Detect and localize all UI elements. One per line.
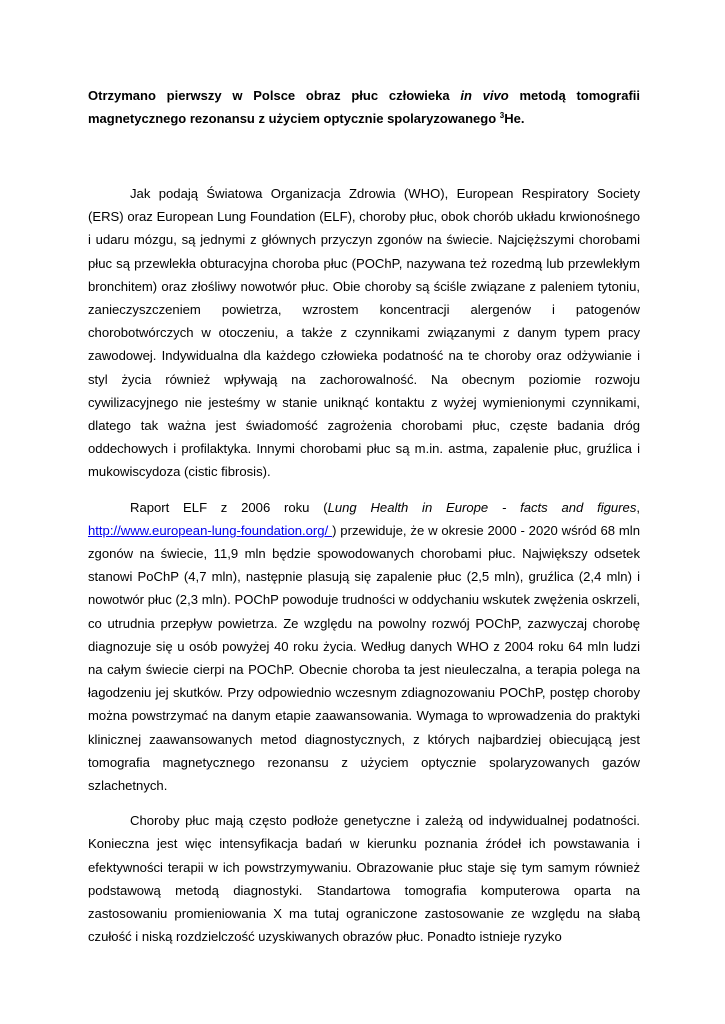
document-title [88, 84, 640, 130]
title-text-part3: He. [504, 111, 525, 126]
paragraph-2-intro: Raport ELF z 2006 roku ( [130, 499, 328, 515]
paragraph-2-separator: , [636, 499, 641, 515]
title-text-part2: metodą tomografii magnetycznego rezonansu z użyciem optycznie spolaryzowanego [88, 88, 640, 126]
paragraph-1: Jak podają Światowa Organizacja Zdrowia (WHO), European Respiratory Society (ERS) oraz European Lung Foundation (ELF), choroby płuc, obok chorób układu krwionośnego i udaru mózgu, są jednymi z głównych przyczyn zgonów na świecie. Najcięższymi chorobami płuc są przewlekła obturacyjna choroba płuc (POChP, nazywana też rozedmą lub przewlekłym bronchitem) oraz złośliwy nowotwór płuc. Obie choroby są ściśle związane z paleniem tytoniu, zanieczyszczeniem powietrza, wzrostem koncentracji alergenów i patogenów chorobotwórczych w otoczeniu, a także z czynnikami związanymi z danym typem pracy zawodowej. Indywidualna dla każdego człowieka podatność na te choroby oraz odżywianie i styl życia również wpływają na zachorowalność. Na obecnym poziomie rozwoju cywilizacyjnego nie jesteśmy w stanie uniknąć kontaktu z wyżej wymienionymi czynnikami, dlatego tak ważna jest świadomość zagrożenia chorobami płuc, częste badania dróg oddechowych i profilaktyka. Innymi chorobami płuc są m.in. astma, zapalenie płuc, gruźlica i mukowiscydoza (cistic fibrosis). [88, 186, 640, 480]
paragraph-3: Choroby płuc mają często podłoże genetyczne i zależą od indywidualnej podatności. Konieczna jest więc intensyfikacja badań w kierunku poznania źródeł ich powstawania i efektywności terapii w ich powstrzymywaniu. Obrazowanie płuc staje się tym samym również podstawową metodą diagnostyki. Standartowa tomografia komputerowa oparta na zastosowaniu promieniowania X ma tutaj ograniczone zastosowanie ze względu na słabą czułość i niską rozdzielczość uzyskiwanych obrazów płuc. Ponadto istnieje ryzyko [88, 813, 640, 945]
title-text-part1: Otrzymano pierwszy w Polsce obraz płuc człowieka [88, 88, 461, 103]
paragraph-2 [88, 496, 640, 798]
report-title-italic: Lung Health in Europe - facts and figures [327, 499, 637, 515]
elf-website-link[interactable]: http://www.european-lung-foundation.org/ [88, 522, 333, 538]
document-page [88, 84, 640, 949]
title-italic-in-vivo: in vivo [460, 88, 509, 103]
paragraph-2-body: ) przewiduje, że w okresie 2000 - 2020 wśród 68 mln zgonów na świecie, 11,9 mln będzie spowodowanych chorobami płuc. Największy odsetek stanowi PoChP (4,7 mln), następnie plasują się zapalenie płuc (2,5 mln), gruźlica (2,4 mln) i nowotwór płuc (2,3 mln). POChP powoduje trudności w oddychaniu wskutek zwężenia oskrzeli, co utrudnia przepływ powietrza. Ze względu na powolny rozwój POChP, zazwyczaj chorobę diagnozuje się u osób powyżej 40 roku życia. Według danych WHO z 2004 roku 64 mln ludzi na całym świecie cierpi na POChP. Obecnie choroba ta jest nieuleczalna, a terapia polega na łagodzeniu jej skutków. Przy odpowiednio wczesnym zdiagnozowaniu POChP, postęp choroby można powstrzymać na danym etapie zaawansowania. Wymaga to wprowadzenia do praktyki klinicznej zaawansowanych metod diagnostycznych, z których najbardziej obiecującą jest tomografia magnetycznego rezonansu z użyciem optycznie spolaryzowanych gazów szlachetnych. [88, 522, 640, 794]
title-superscript: 3 [499, 111, 505, 120]
